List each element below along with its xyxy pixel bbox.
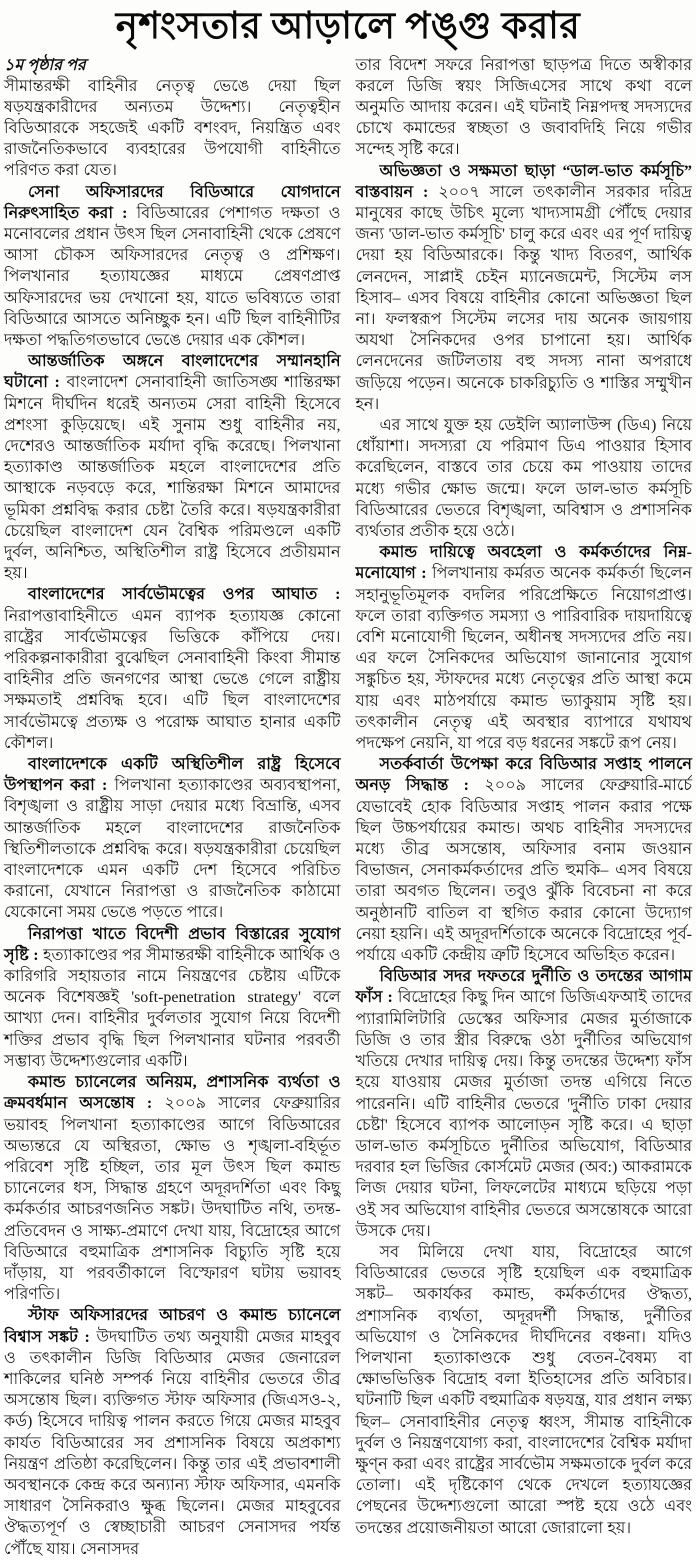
article-column-right — [356, 55, 693, 1560]
article-paragraph: বাংলাদেশের সার্বভৌমত্বের ওপর আঘাত : নিরাপত্তাবাহিনীতে এমন ব্যাপক হত্যাযজ্ঞ কোনো রাষ্ট্রের সার্বভৌমত্বের ভিত্তিকে কাঁপিয়ে দেয়। পরিকল্পনাকারীরা বুঝেছিল সেনাবাহিনী কিংবা সীমান্ত বাহিনীর প্রতি জনগণের আস্থা ভেঙে গেলে রাষ্ট্রীয় সক্ষমতাই প্রশ্নবিদ্ধ হবে। এটি ছিল বাংলাদেশের সার্বভৌমত্বে প্রত্যক্ষ ও পরোক্ষ আঘাত হানার একটি কৌশল। — [4, 586, 341, 752]
article-paragraph: অভিজ্ঞতা ও সক্ষমতা ছাড়া “ডাল-ভাত কর্মসূচি” বাস্তবায়ন : ২০০৭ সালে তৎকালীন সরকার দরিদ্র মানুষের কাছে উচিৎ মূল্যে খাদ্যসামগ্রী পৌঁছে দেয়ার জন্য 'ডাল-ভাত কর্মসূচি' চালু করে এবং এর পূর্ণ দায়িত্ব দেয়া হয় বিডিআরকে। কিন্তু খাদ্য বিতরণ, আর্থিক লেনদেন, সাপ্লাই চেইন ম্যানেজমেন্ট, সিস্টেম লস হিসাব– এসব বিষয়ে বাহিনীর কোনো অভিজ্ঞতা ছিল না। ফলস্বরূপ সিস্টেম লসের দায় অনেক জায়গায় অযথা সৈনিকদের ওপর চাপানো হয়। আর্থিক লেনদেনের জটিলতায় বহু সদস্য নানা অপরাধে জড়িয়ে পড়েন। অনেকে চাকরিচ্যুতি ও শাস্তির সম্মুখীন হন। — [355, 162, 692, 413]
section-heading: কমান্ড চ্যানেলের অনিয়ম, প্রশাসনিক ব্যর্থতা ও ক্রমবর্ধমান অসন্তোষ : — [4, 1074, 341, 1113]
article-paragraph: বিডিআর সদর দফতরে দুর্নীতি ও তদন্তের আগাম ফাঁস : বিদ্রোহের কিছু দিন আগে ডিজিএফআই তাদের প্যারামিলিটারি ডেস্কের অফিসার মেজর মুর্তাজাকে ডিজি ও তার স্ত্রীর বিরুদ্ধে ওঠা দুর্নীতির অভিযোগ খতিয়ে দেখার দায়িত্ব দেয়। কিন্তু তদন্তের উদ্দেশ্য ফাঁস হয়ে যাওয়ায় মেজর মুর্তাজা তদন্ত এগিয়ে নিতে পারেননি। এটি বাহিনীর ভেতরে 'দুর্নীতি ঢাকা দেয়ার চেষ্টা' হিসেবে ব্যাপক আলোড়ন সৃষ্টি করে। এ ছাড়া ডাল-ভাত কর্মসূচিতে দুর্নীতির অভিযোগ, বিডিআর দরবার হল ভিজির কোর্সমেট মেজর (অব:) আকরামকে লিজ দেয়ার ঘটনা, লিফলেটের মাধ্যমে ছড়িয়ে পড়া ওই সব অভিযোগ বাহিনীর ভেতরে অসন্তোষকে আরো উসকে দেয়। — [355, 968, 692, 1240]
article-paragraph: আন্তর্জাতিক অঙ্গনে বাংলাদেশের সম্মানহানি ঘটানো : বাংলাদেশ সেনাবাহিনী জাতিসঙ্ঘ শান্তিরক্ষা মিশনে দীর্ঘদিন ধরেই অন্যতম সেরা বাহিনী হিসেবে প্রশংসা কুড়িয়েছে। এই সুনাম শুধু বাহিনীর নয়, দেশেরও আন্তর্জাতিক মর্যাদা বৃদ্ধি করেছে। পিলখানা হত্যাকাণ্ড আন্তর্জাতিক মহলে বাংলাদেশের প্রতি আস্থাকে নড়বড়ে করে, শান্তিরক্ষা মিশনে আমাদের ভূমিকা প্রশ্নবিদ্ধ করার চেষ্টা তৈরি করে। ষড়যন্ত্রকারীরা চেয়েছিল বাংলাদেশ যেন বৈশ্বিক পরিমণ্ডলে একটি দুর্বল, অনিশ্চিত, অস্থিতিশীল রাষ্ট্র হিসেবে প্রতীয়মান হয়। — [4, 353, 341, 583]
article-paragraph: বাংলাদেশকে একটি অস্থিতিশীল রাষ্ট্র হিসেবে উপস্থাপন করা : পিলখানা হত্যাকাণ্ডের অব্যবস্থাপনা, বিশৃঙ্খলা ও রাষ্ট্রীয় সাড়া দেয়ার মধ্যে বিভ্রান্তি, এসব আন্তর্জাতিক মহলে বাংলাদেশের রাজনৈতিক স্থিতিশীলতাকে প্রশ্নবিদ্ধ করে। ষড়যন্ত্রকারীরা চেয়েছিল বাংলাদেশকে এমন একটি দেশ হিসেবে পরিচিত করানো, যেখানে নিরাপত্তা ও রাজনৈতিক কাঠামো যেকোনো সময় ভেঙে পড়তে পারে। — [4, 756, 341, 922]
article-paragraph: নিরাপত্তা খাতে বিদেশী প্রভাব বিস্তারের সুযোগ সৃষ্টি : হত্যাকাণ্ডের পর সীমান্তরক্ষী বাহিনীকে আর্থিক ও কারিগরি সহায়তার নামে নিয়ন্ত্রণের চেষ্টায় এটিকে অনেক বিশেষজ্ঞই 'soft-penetration strategy' বলে আখ্যা দেন। বাহিনীর দুর্বলতার সুযোগ নিয়ে বিদেশী শক্তির প্রভাব বৃদ্ধি ছিল পিলখানার ঘটনার পরবর্তী সম্ভাব্য উদ্দেশ্যগুলোর একটি। — [4, 925, 341, 1070]
article-headline: নৃশংসতার আড়ালে পঙ্গু করার — [115, 6, 581, 47]
section-heading: অভিজ্ঞতা ও সক্ষমতা ছাড়া “ডাল-ভাত কর্মসূচি” বাস্তবায়ন : — [355, 162, 692, 201]
article-paragraph: তার বিদেশ সফরে নিরাপত্তা ছাড়পত্র দিতে অস্বীকার করলে ডিজি স্বয়ং সিজিএসের সাথে কথা বলে অনুমতি আদায় করেন। এই ঘটনাই নিম্নপদস্থ সদস্যদের চোখে কমান্ডের স্বচ্ছতা ও জবাবদিহি নিয়ে গভীর সন্দেহ সৃষ্টি করে। — [355, 56, 692, 159]
article-paragraph: কমান্ড চ্যানেলের অনিয়ম, প্রশাসনিক ব্যর্থতা ও ক্রমবর্ধমান অসন্তোষ : ২০০৯ সালের ফেব্রুয়ারির ভয়াবহ পিলখানা হত্যাকাণ্ডের আগে বিডিআরের অভ্যন্তরে যে অস্থিরতা, ক্ষোভ ও শৃঙ্খলা-বহির্ভূত পরিবেশ সৃষ্টি হচ্ছিল, তার মূল উৎস ছিল কমান্ড চ্যানেলের ধস, সিদ্ধান্ত গ্রহণে অদূরদর্শিতা এবং কিছু কর্মকর্তার আচরণজনিত সঙ্কট। উদঘাটিত নথি, তদন্ত-প্রতিবেদন ও সাক্ষ্য-প্রমাণে দেখা যায়, বিদ্রোহের আগে বিডিআরে বহুমাত্রিক প্রশাসনিক বিচ্যুতি সৃষ্টি হয়ে দাঁড়ায়, যা পরবর্তীকালে বিস্ফোরণ ঘটায় ভয়াবহ পরিণতি। — [4, 1074, 341, 1304]
article-columns — [4, 55, 692, 1560]
article-paragraph: স্টাফ অফিসারদের আচরণ ও কমান্ড চ্যানেলে বিশ্বাস সঙ্কট : উদঘাটিত তথ্য অনুযায়ী মেজর মাহবুব ও তৎকালীন ডিজি বিডিআর মেজর জেনারেল শাকিলের ঘনিষ্ঠ সম্পর্ক নিয়ে বাহিনীর ভেতরে তীব্র অসন্তোষ ছিল। ব্যক্তিগত স্টাফ অফিসার (জিএসও-২, কর্ড) হিসেবে দায়িত্ব পালন করতে গিয়ে মেজর মাহবুব কার্যত বিডিআরের সব প্রশাসনিক বিষয়ে অপ্রকাশ্য নিয়ন্ত্রণ প্রতিষ্ঠা করেছিলেন। কিন্তু তার এই প্রভাবশালী অবস্থানকে কেন্দ্র করে অন্যান্য স্টাফ অফিসার, এমনকি সাধারণ সৈনিকরাও ক্ষুব্ধ ছিলেন। মেজর মাহবুবের ঔদ্ধত্যপূর্ণ ও স্বেচ্ছাচারী আচরণ সেনাসদর পর্যন্ত পৌঁছে যায়। সেনাসদর — [4, 1307, 341, 1558]
section-heading: বাংলাদেশের সার্বভৌমত্বের ওপর আঘাত : — [28, 586, 341, 604]
section-heading: বাংলাদেশকে একটি অস্থিতিশীল রাষ্ট্র হিসেবে উপস্থাপন করা : — [4, 756, 341, 795]
section-heading: বিডিআর সদর দফতরে দুর্নীতি ও তদন্তের আগাম ফাঁস : — [355, 968, 692, 1007]
article-paragraph: সীমান্তরক্ষী বাহিনীর নেতৃত্ব ভেঙে দেয়া ছিল ষড়যন্ত্রকারীদের অন্যতম উদ্দেশ্য। নেতৃত্বহীন বিডিআরকে সহজেই একটি বশংবদ, নিয়ন্ত্রিত এবং রাজনৈতিকভাবে ব্যবহারের উপযোগী বাহিনীতে পরিণত করা যেত। — [4, 77, 341, 180]
section-heading: স্টাফ অফিসারদের আচরণ ও কমান্ড চ্যানেলে বিশ্বাস সঙ্কট : — [4, 1307, 341, 1346]
continued-from-page-label: ১ম পৃষ্ঠার পর — [4, 56, 86, 74]
article-paragraph: এর সাথে যুক্ত হয় ডেইলি অ্যালাউন্স (ডিএ) নিয়ে ধোঁয়াশা। সদস্যরা যে পরিমাণ ডিএ পাওয়ার হিসাব করেছিলেন, বাস্তবে তার চেয়ে কম পাওয়ায় তাদের মধ্যে গভীর ক্ষোভ জন্মে। ফলে ডাল-ভাত কর্মসূচি বিডিআরের ভেতরে বিশৃঙ্খলা, অবিশ্বাস ও প্রশাসনিক ব্যর্থতার প্রতীক হয়ে ওঠে। — [355, 417, 692, 541]
article-paragraph: কমান্ড দায়িত্বে অবহেলা ও কর্মকর্তাদের নিম্ন-মনোযোগ : পিলখানায় কর্মরত অনেক কর্মকর্তা ছিলেন সহানুভূতিমূলক বদলির পরিপ্রেক্ষিতে নিয়োগপ্রাপ্ত। ফলে তারা ব্যক্তিগত সমস্যা ও পারিবারিক দায়দায়িত্বে বেশি মনোযোগী ছিলেন, অধীনস্থ সদস্যদের প্রতি নয়। এর ফলে সৈনিকদের অভিযোগ জানানোর সুযোগ সঙ্কুচিত হয়, স্টাফদের মধ্যে নেতৃত্বের প্রতি আস্থা কমে যায় এবং মাঠপর্যায়ে কমান্ড ভ্যাকুয়াম সৃষ্টি হয়। তৎকালীন নেতৃত্ব এই অবস্থার ব্যাপারে যথাযথ পদক্ষেপ নেয়নি, যা পরে বড় ধরনের সঙ্কটে রূপ নেয়। — [355, 544, 692, 753]
article-paragraph: সব মিলিয়ে দেখা যায়, বিদ্রোহের আগে বিডিআরের ভেতরে সৃষ্টি হয়েছিল এক বহুমাত্রিক সঙ্কট– অকার্যকর কমান্ড, কর্মকর্তাদের ঔদ্ধত্য, প্রশাসনিক ব্যর্থতা, অদূরদর্শী সিদ্ধান্ত, দুর্নীতির অভিযোগ ও সৈনিকদের দীর্ঘদিনের বঞ্চনা। যদিও পিলখানা হত্যাকাণ্ডকে শুধু বেতন-বৈষম্য বা ক্ষোভভিত্তিক বিদ্রোহ বলা ইতিহাসের প্রতি অবিচার। ঘটনাটি ছিল একটি বহুমাত্রিক ষড়যন্ত্র, যার প্রধান লক্ষ্য ছিল– সেনাবাহিনীর নেতৃত্ব ধ্বংস, সীমান্ত বাহিনীকে দুর্বল ও নিয়ন্ত্রণযোগ্য করা, বাংলাদেশের বৈশ্বিক মর্যাদা ক্ষুণ্ন করা এবং রাষ্ট্রের সার্বভৌম সক্ষমতাকে দুর্বল করে তোলা। এই দৃষ্টিকোণ থেকে দেখলে হত্যাযজ্ঞের পেছনের উদ্দেশ্যগুলো আরো স্পষ্ট হয়ে ওঠে এবং তদন্তের প্রয়োজনীয়তা আরো জোরালো হয়। — [355, 1243, 692, 1537]
article-paragraph: সতর্কবার্তা উপেক্ষা করে বিডিআর সপ্তাহ পালনে অনড় সিদ্ধান্ত : ২০০৯ সালের ফেব্রুয়ারি-মার্চে যেভাবেই হোক বিডিআর সপ্তাহ পালন করার পক্ষে ছিল উচ্চপর্যায়ের কমান্ড। অথচ বাহিনীর সদস্যদের মধ্যে তীব্র অসন্তোষ, অফিসার বনাম জওয়ান বিভাজন, সেনাকর্মকর্তাদের প্রতি হুমকি– এসব বিষয়ে তারা অবগত ছিলেন। তবুও ঝুঁকি বিবেচনা না করে অনুষ্ঠানটি বাতিল বা স্থগিত করার কোনো উদ্যোগ নেয়া হয়নি। এই অদূরদর্শিতাকে অনেকে বিদ্রোহের পূর্ব-পর্যায়ে একটি কেন্দ্রীয় ত্রুটি হিসেবে অভিহিত করেন। — [355, 756, 692, 965]
article-column-left — [4, 55, 341, 1560]
section-heading: কমান্ড দায়িত্বে অবহেলা ও কর্মকর্তাদের নিম্ন-মনোযোগ : — [355, 544, 692, 583]
article-paragraph: সেনা অফিসারদের বিডিআরে যোগদানে নিরুৎসাহিত করা : বিডিআরের পেশাগত দক্ষতা ও মনোবলের প্রধান উৎস ছিল সেনাবাহিনী থেকে প্রেষণে আসা চৌকস অফিসারদের নেতৃত্ব ও প্রশিক্ষণ। পিলখানার হত্যাযজ্ঞের মাধ্যমে প্রেষণপ্রাপ্ত অফিসারদের ভয় দেখানো হয়, যাতে ভবিষ্যতে তারা বিডিআরে আসতে অনিচ্ছুক হন। এটি ছিল বাহিনীটির দক্ষতা পদ্ধতিগতভাবে ভেঙে দেয়ার এক কৌশল। — [4, 183, 341, 349]
section-heading: আন্তর্জাতিক অঙ্গনে বাংলাদেশের সম্মানহানি ঘটানো : — [4, 353, 341, 392]
section-heading: সেনা অফিসারদের বিডিআরে যোগদানে নিরুৎসাহিত করা : — [4, 183, 341, 222]
section-heading: সতর্কবার্তা উপেক্ষা করে বিডিআর সপ্তাহ পালনে অনড় সিদ্ধান্ত : — [355, 756, 692, 795]
section-heading: নিরাপত্তা খাতে বিদেশী প্রভাব বিস্তারের সুযোগ সৃষ্টি : — [4, 925, 341, 964]
